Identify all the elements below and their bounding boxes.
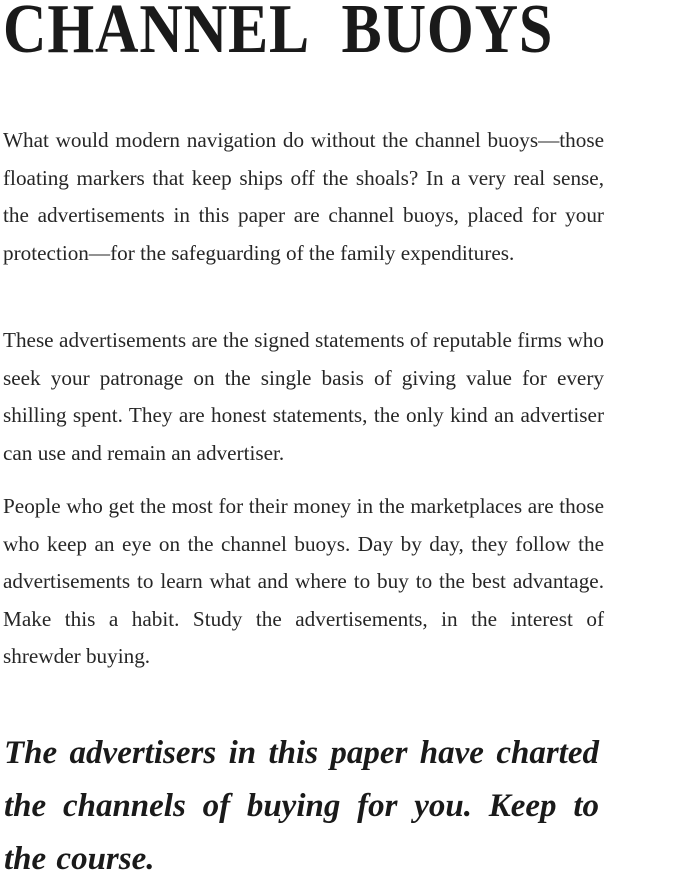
closing-tagline: The advertisers in this paper have charted the channels of buying for you. Keep to the course. — [4, 735, 599, 877]
body-paragraph-1: What would modern navigation do without the channel buoys—those floating markers that keep ships off the shoals? In a very real sense, the advertisements in this paper are channel buoys, placed for your protection—for the safeguarding of the family expenditures. — [3, 128, 604, 265]
headline: CHANNEL BUOYS — [3, 0, 554, 68]
body-paragraph-2: These advertisements are the signed statements of reputable firms who seek your patronage on the single basis of giving value for every shilling spent. They are honest statements, the only kind an advertiser can use and remain an advertiser. — [3, 328, 604, 465]
body-paragraph-3: People who get the most for their money in the marketplaces are those who keep an eye on the channel buoys. Day by day, they follow the advertisements to learn what and where to buy to the best advantage. Make this a habit. Study the advertisements, in the interest of shrewder buying. — [3, 494, 604, 668]
